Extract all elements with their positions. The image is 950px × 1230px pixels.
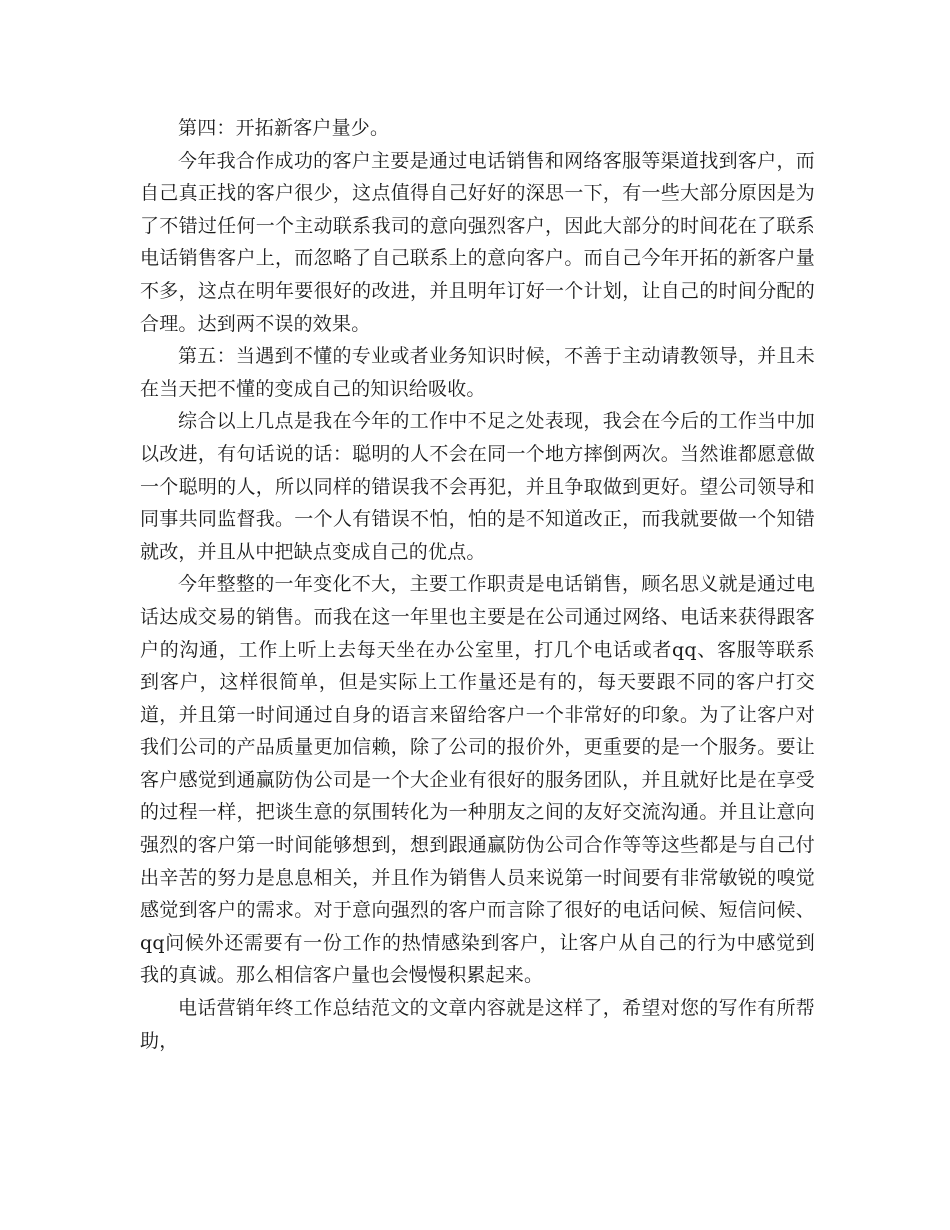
paragraph-section-four-heading: 第四：开拓新客户量少。: [178, 117, 390, 139]
document-body: [140, 112, 815, 1057]
paragraph-year-review: 今年整整的一年变化不大，主要工作职责是电话销售，顾名思义就是通过电话达成交易的销售。而我在这一年里也主要是在公司通过网络、电话来获得跟客户的沟通，工作上听上去每天坐在办公室里，打几个电话或者qq、客服等联系到客户，这样很简单，但是实际上工作量还是有的，每天要跟不同的客户打交道，并且第一时间通过自身的语言来留给客户一个非常好的印象。为了让客户对我们公司的产品质量更加信赖，除了公司的报价外，更重要的是一个服务。要让客户感觉到通赢防伪公司是一个大企业有很好的服务团队，并且就好比是在享受的过程一样，把谈生意的氛围转化为一种朋友之间的友好交流沟通。并且让意向强烈的客户第一时间能够想到，想到跟通赢防伪公司合作等等这些都是与自己付出辛苦的努力是息息相关，并且作为销售人员来说第一时间要有非常敏锐的嗅觉感觉到客户的需求。对于意向强烈的客户而言除了很好的电话问候、短信问候、qq问候外还需要有一份工作的热情感染到客户，让客户从自己的行为中感觉到我的真诚。那么相信客户量也会慢慢积累起来。: [140, 573, 815, 987]
paragraph-summary-improvement: 综合以上几点是我在今年的工作中不足之处表现，我会在今后的工作当中加以改进，有句话说的话：聪明的人不会在同一个地方摔倒两次。当然谁都愿意做一个聪明的人，所以同样的错误我不会再犯，并且争取做到更好。望公司领导和同事共同监督我。一个人有错误不怕，怕的是不知道改正，而我就要做一个知错就改，并且从中把缺点变成自己的优点。: [140, 410, 815, 563]
paragraph-closing: 电话营销年终工作总结范文的文章内容就是这样了，希望对您的写作有所帮助，: [140, 997, 815, 1052]
paragraph-section-five: 第五：当遇到不懂的专业或者业务知识时候，不善于主动请教领导，并且未在当天把不懂的变成自己的知识给吸收。: [140, 345, 815, 400]
paragraph-new-customers: 今年我合作成功的客户主要是通过电话销售和网络客服等渠道找到客户，而自己真正找的客户很少，这点值得自己好好的深思一下，有一些大部分原因是为了不错过任何一个主动联系我司的意向强烈客户，因此大部分的时间花在了联系电话销售客户上，而忽略了自己联系上的意向客户。而自己今年开拓的新客户量不多，这点在明年要很好的改进，并且明年订好一个计划，让自己的时间分配的合理。达到两不误的效果。: [140, 149, 815, 335]
